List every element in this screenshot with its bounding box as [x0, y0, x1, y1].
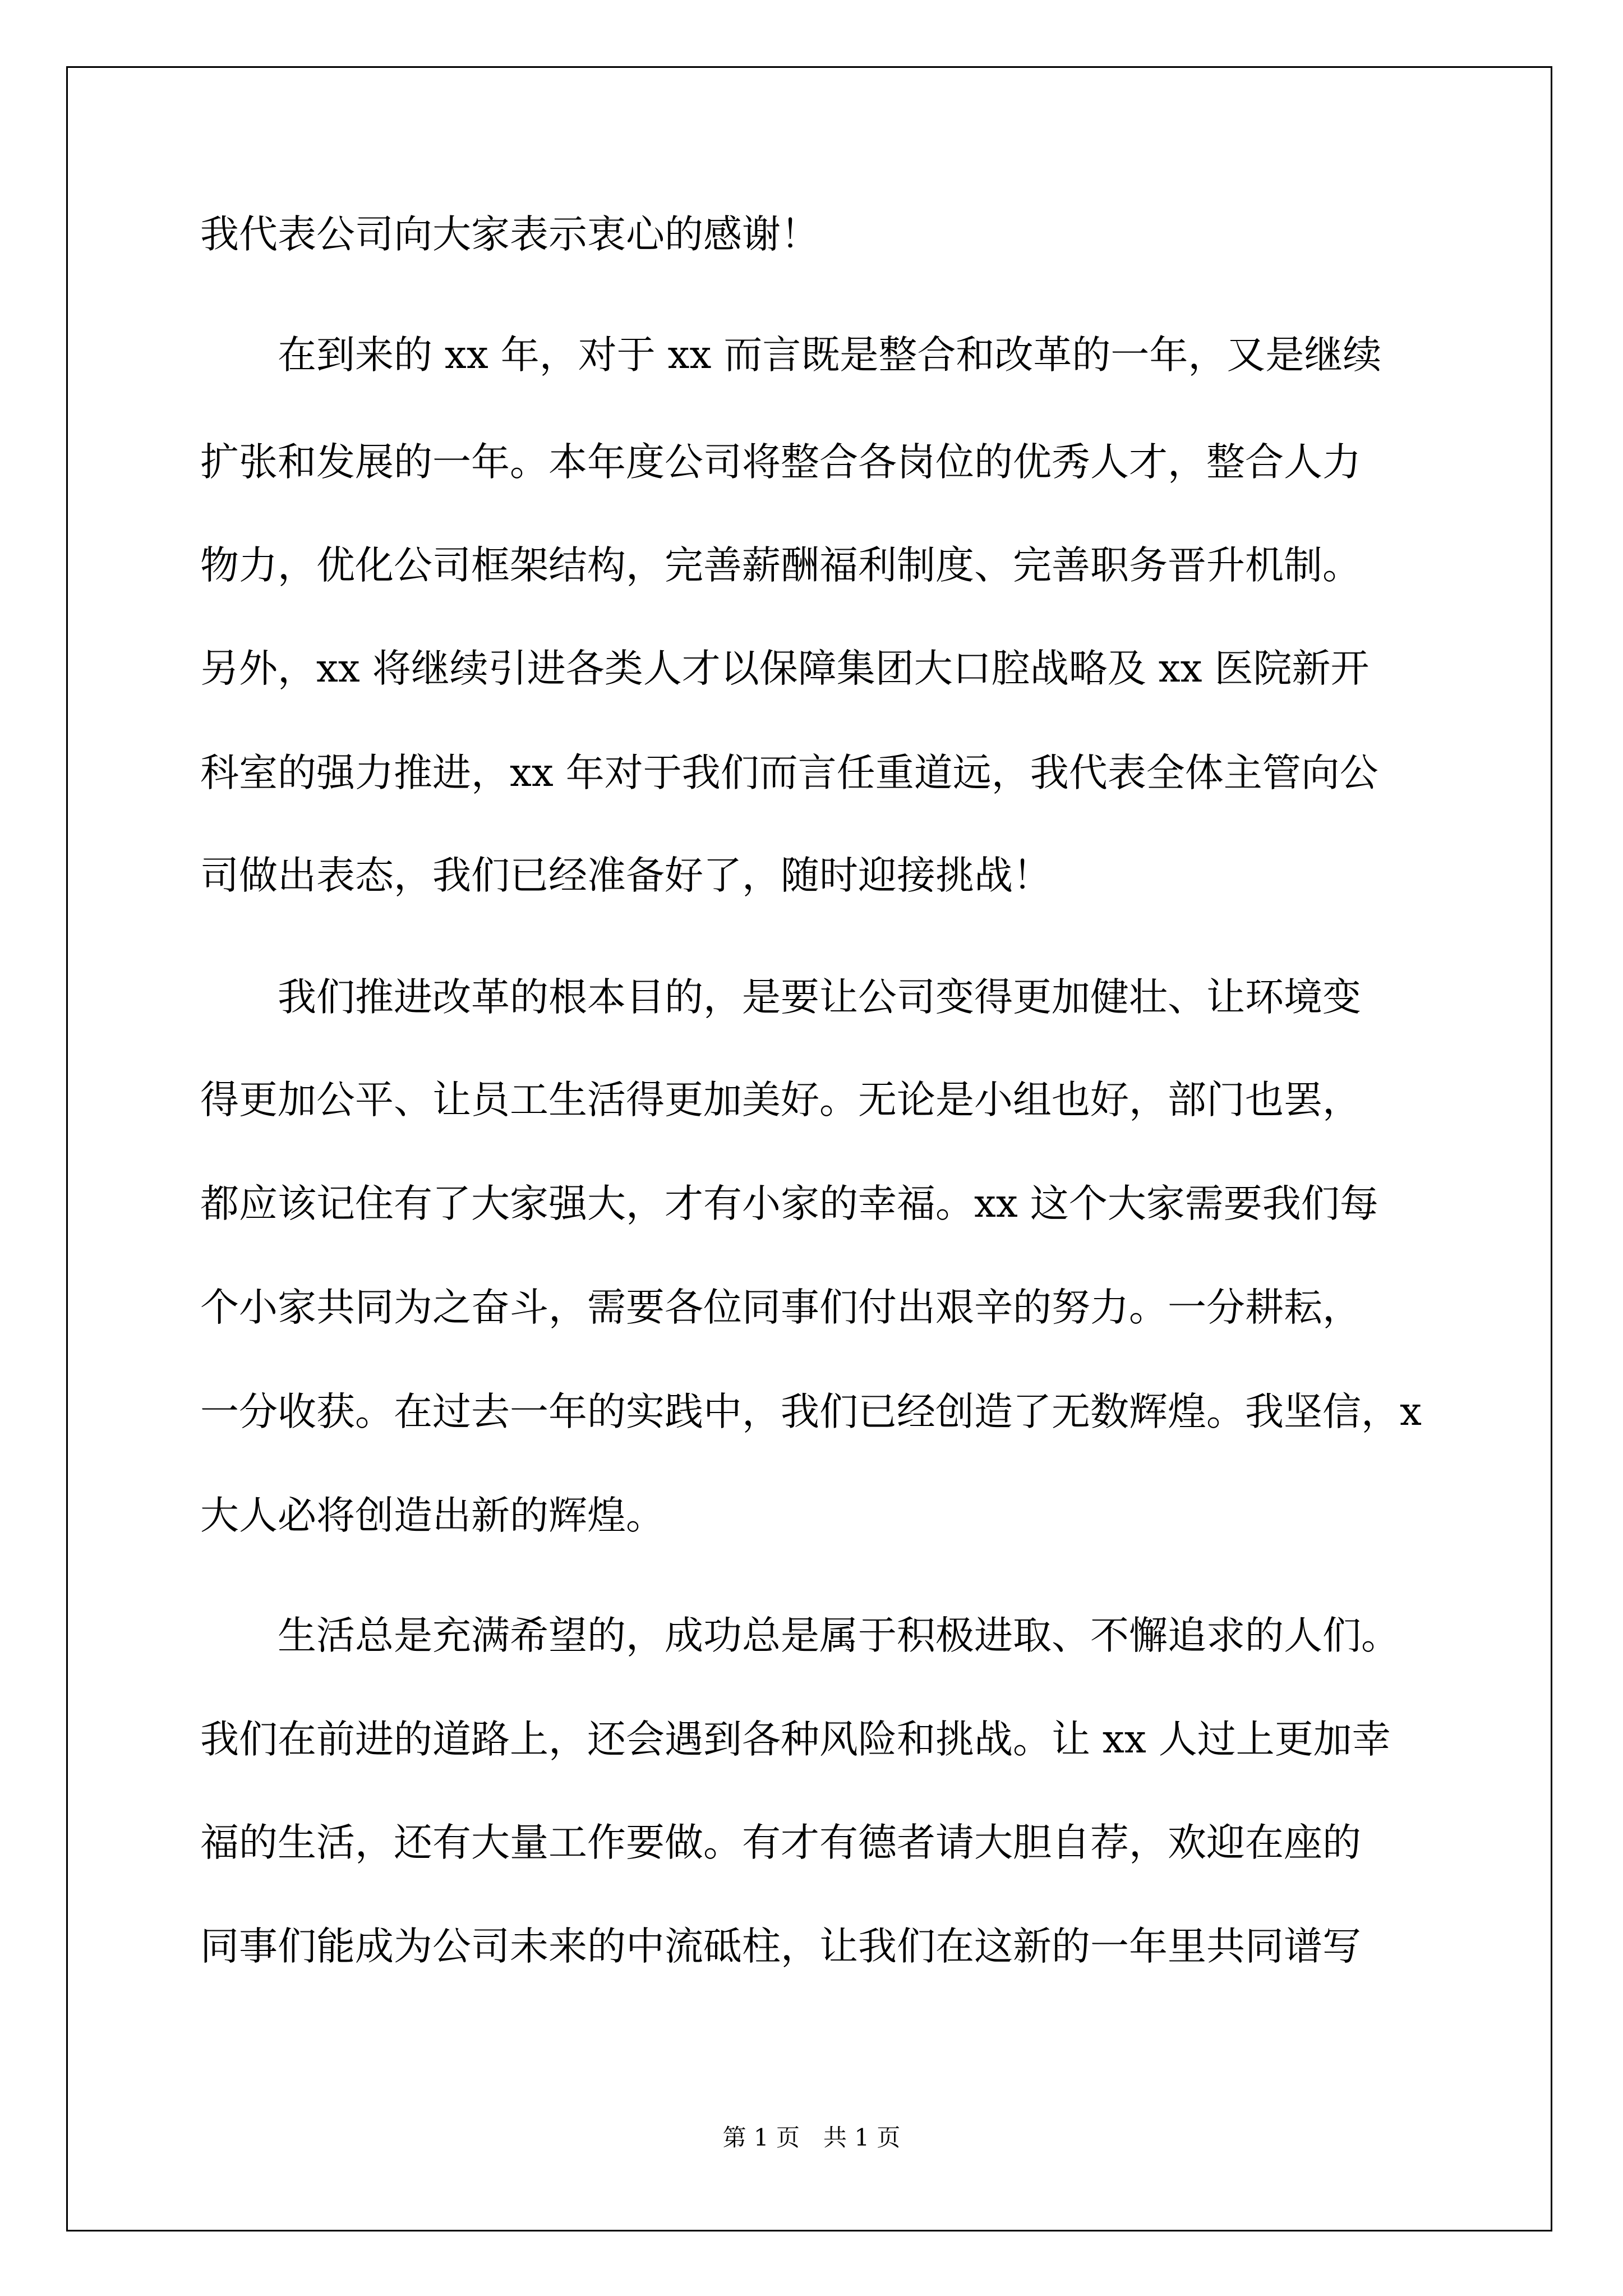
text-line: 在到来的 xx 年，对于 xx 而言既是整合和改革的一年，又是继续	[200, 333, 1382, 378]
text-line: 大人必将创造出新的辉煌。	[200, 1493, 665, 1538]
text-line: 我们推进改革的根本目的，是要让公司变得更加健壮、让环境变	[200, 975, 1361, 1020]
text-line: 个小家共同为之奋斗，需要各位同事们付出艰辛的努力。一分耕耘，	[200, 1285, 1361, 1330]
text-line: 我们在前进的道路上，还会遇到各种风险和挑战。让 xx 人过上更加幸	[200, 1717, 1391, 1762]
text-line: 都应该记住有了大家强大，才有小家的幸福。xx 这个大家需要我们每	[200, 1181, 1378, 1226]
text-line: 一分收获。在过去一年的实践中，我们已经创造了无数辉煌。我坚信，x	[200, 1389, 1422, 1434]
text-line: 司做出表态，我们已经准备好了，随时迎接挑战！	[200, 853, 1052, 898]
text-line: 物力，优化公司框架结构，完善薪酬福利制度、完善职务晋升机制。	[200, 543, 1361, 588]
text-line: 科室的强力推进，xx 年对于我们而言任重道远，我代表全体主管向公	[200, 751, 1378, 795]
page-number: 第 1 页 共 1 页	[722, 2124, 901, 2151]
text-line: 另外，xx 将继续引进各类人才以保障集团大口腔战略及 xx 医院新开	[200, 646, 1370, 691]
text-line: 同事们能成为公司未来的中流砥柱，让我们在这新的一年里共同谱写	[200, 1924, 1361, 1969]
text-line: 我代表公司向大家表示衷心的感谢！	[200, 212, 819, 257]
page-border	[66, 66, 1552, 2231]
text-line: 生活总是充满希望的，成功总是属于积极进取、不懈追求的人们。	[200, 1613, 1400, 1658]
text-line: 扩张和发展的一年。本年度公司将整合各岗位的优秀人才，整合人力	[200, 440, 1361, 485]
text-line: 得更加公平、让员工生活得更加美好。无论是小组也好，部门也罢，	[200, 1078, 1361, 1122]
text-line: 福的生活，还有大量工作要做。有才有德者请大胆自荐，欢迎在座的	[200, 1820, 1361, 1865]
